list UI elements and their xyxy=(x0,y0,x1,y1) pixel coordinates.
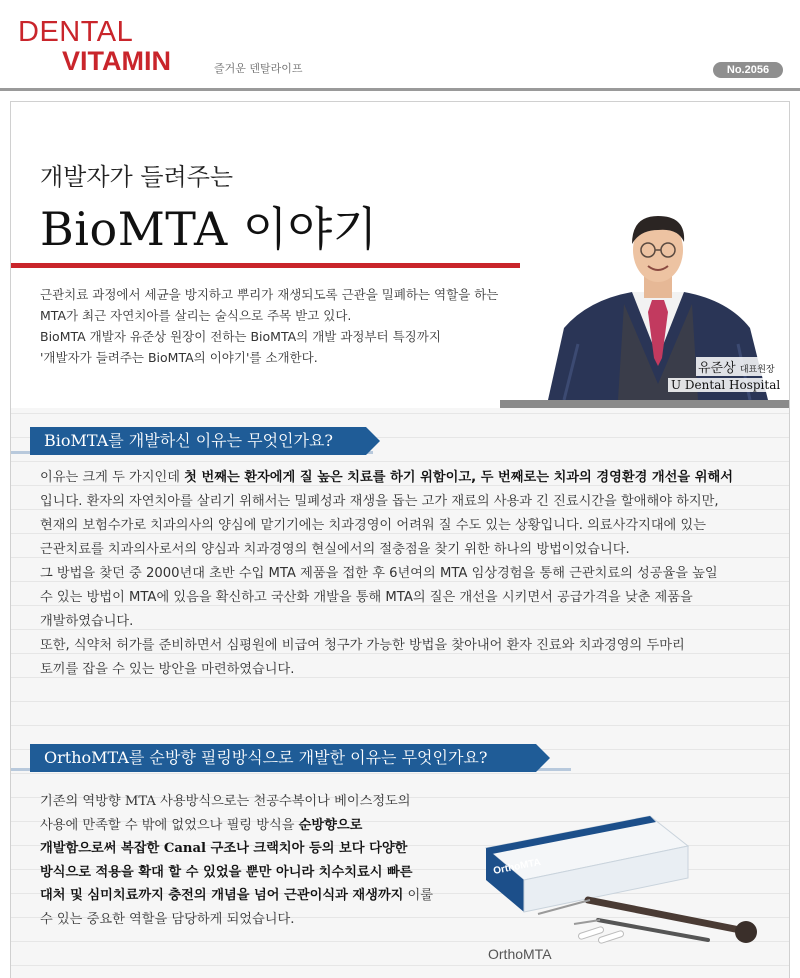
intro-line: 근관치료 과정에서 세균을 방지하고 뿌리가 재생되도록 근관을 밀폐하는 역할을 하는 xyxy=(40,287,499,302)
q2-answer-line: 기존의 역방향 MTA 사용방식으로는 천공수복이나 베이스정도의 xyxy=(40,794,411,809)
intro-line: '개발자가 들려주는 BioMTA의 이야기'를 소개한다. xyxy=(40,350,318,365)
article-subtitle: 개발자가 들려주는 xyxy=(40,163,234,191)
q2-answer-line xyxy=(40,814,460,838)
logo-dental: DENTAL xyxy=(18,16,134,48)
tagline: 즐거운 덴탈라이프 xyxy=(214,62,303,75)
author-hospital: U Dental Hospital xyxy=(668,378,783,392)
q2-answer-line xyxy=(40,837,460,861)
q2-answer-text: 사용에 만족할 수 밖에 없었으나 필링 방식을 xyxy=(40,817,299,833)
q1-answer-line: 토끼를 잡을 수 있는 방안을 마련하였습니다. xyxy=(40,662,295,677)
q2-answer-emphasis: 방식으로 적용을 확대 할 수 있었을 뿐만 아니라 치수치료시 빠른 xyxy=(40,864,413,880)
orthomta-kit-illustration xyxy=(478,808,768,948)
article-title: BioMTA 이야기 xyxy=(40,202,378,256)
q1-answer-line: 입니다. 환자의 자연치아를 살리기 위해서는 밀폐성과 재생을 돕는 고가 재료의 사용과 긴 진료시간을 할애해야 하지만, xyxy=(40,494,719,509)
top-divider xyxy=(0,88,800,91)
q2-answer-line: 수 있는 중요한 역할을 담당하게 되었습니다. xyxy=(40,911,295,927)
photo-base-bar xyxy=(500,400,789,408)
q1-answer-line: 개발하였습니다. xyxy=(40,614,134,629)
author-caption xyxy=(696,357,777,376)
q2-answer-emphasis: 대처 및 심미치료까지 충전의 개념을 넘어 근관이식과 재생까지 xyxy=(40,888,404,903)
q1-answer-line: 근관치료를 치과의사로서의 양심과 치과경영의 현실에서의 절충점을 찾기 위한 하나의 방법이었습니다. xyxy=(40,542,630,557)
q1-answer xyxy=(40,466,762,682)
issue-badge: No.2056 xyxy=(713,62,783,78)
q1-question: BioMTA를 개발하신 이유는 무엇인가요? xyxy=(44,431,334,450)
q2-answer-text: 이룰 xyxy=(403,888,434,903)
q2-answer-line xyxy=(40,884,460,908)
intro-line: MTA가 최근 자연치아를 살리는 술식으로 주목 받고 있다. xyxy=(40,308,352,323)
product-image xyxy=(478,808,768,948)
author-role: 대표원장 xyxy=(739,365,775,375)
box-label: OrthoMTA xyxy=(492,856,542,877)
q2-answer-emphasis: 개발함으로써 복잡한 Canal 구조나 크랙치아 등의 보다 다양한 xyxy=(40,841,408,856)
logo-vitamin: VITAMIN xyxy=(62,46,171,76)
q1-answer-line: 또한, 식약처 허가를 준비하면서 심평원에 비급여 청구가 가능한 방법을 찾아내어 환자 진료와 치과경영의 두마리 xyxy=(40,638,685,653)
q1-answer-line: 현재의 보험수가로 치과의사의 양심에 맡기기에는 치과경영이 어려워 질 수도 있는 상황입니다. 의료사각지대에 있는 xyxy=(40,518,706,533)
q2-answer xyxy=(40,790,460,931)
intro-paragraph xyxy=(40,284,510,368)
product-caption: OrthoMTA xyxy=(488,946,552,962)
q2-banner xyxy=(30,744,536,772)
q1-answer-line xyxy=(40,466,762,490)
q1-banner xyxy=(30,427,366,455)
title-underline xyxy=(11,263,520,268)
q2-question: OrthoMTA를 순방향 필링방식으로 개발한 이유는 무엇인가요? xyxy=(44,748,488,767)
q2-answer-line xyxy=(40,861,460,885)
q1-answer-line: 수 있는 방법이 MTA에 있음을 확신하고 국산화 개발을 통해 MTA의 질은 개선을 시키면서 공급가격을 낮춘 제품을 xyxy=(40,590,693,605)
q1-answer-text: 이유는 크게 두 가지인데 xyxy=(40,470,185,485)
q2-answer-emphasis: 순방향으로 xyxy=(298,817,363,833)
q1-answer-emphasis: 첫 번째는 환자에게 질 높은 치료를 하기 위함이고, 두 번째로는 치과의 경영환경 개선을 위해서 xyxy=(184,470,733,485)
author-name: 유준상 xyxy=(698,361,736,376)
q1-answer-line: 그 방법을 찾던 중 2000년대 초반 수입 MTA 제품을 접한 후 6년여의 MTA 임상경험을 통해 근관치료의 성공율을 높일 xyxy=(40,566,718,581)
intro-line: BioMTA 개발자 유준상 원장이 전하는 BioMTA의 개발 과정부터 특징까지 xyxy=(40,329,441,344)
